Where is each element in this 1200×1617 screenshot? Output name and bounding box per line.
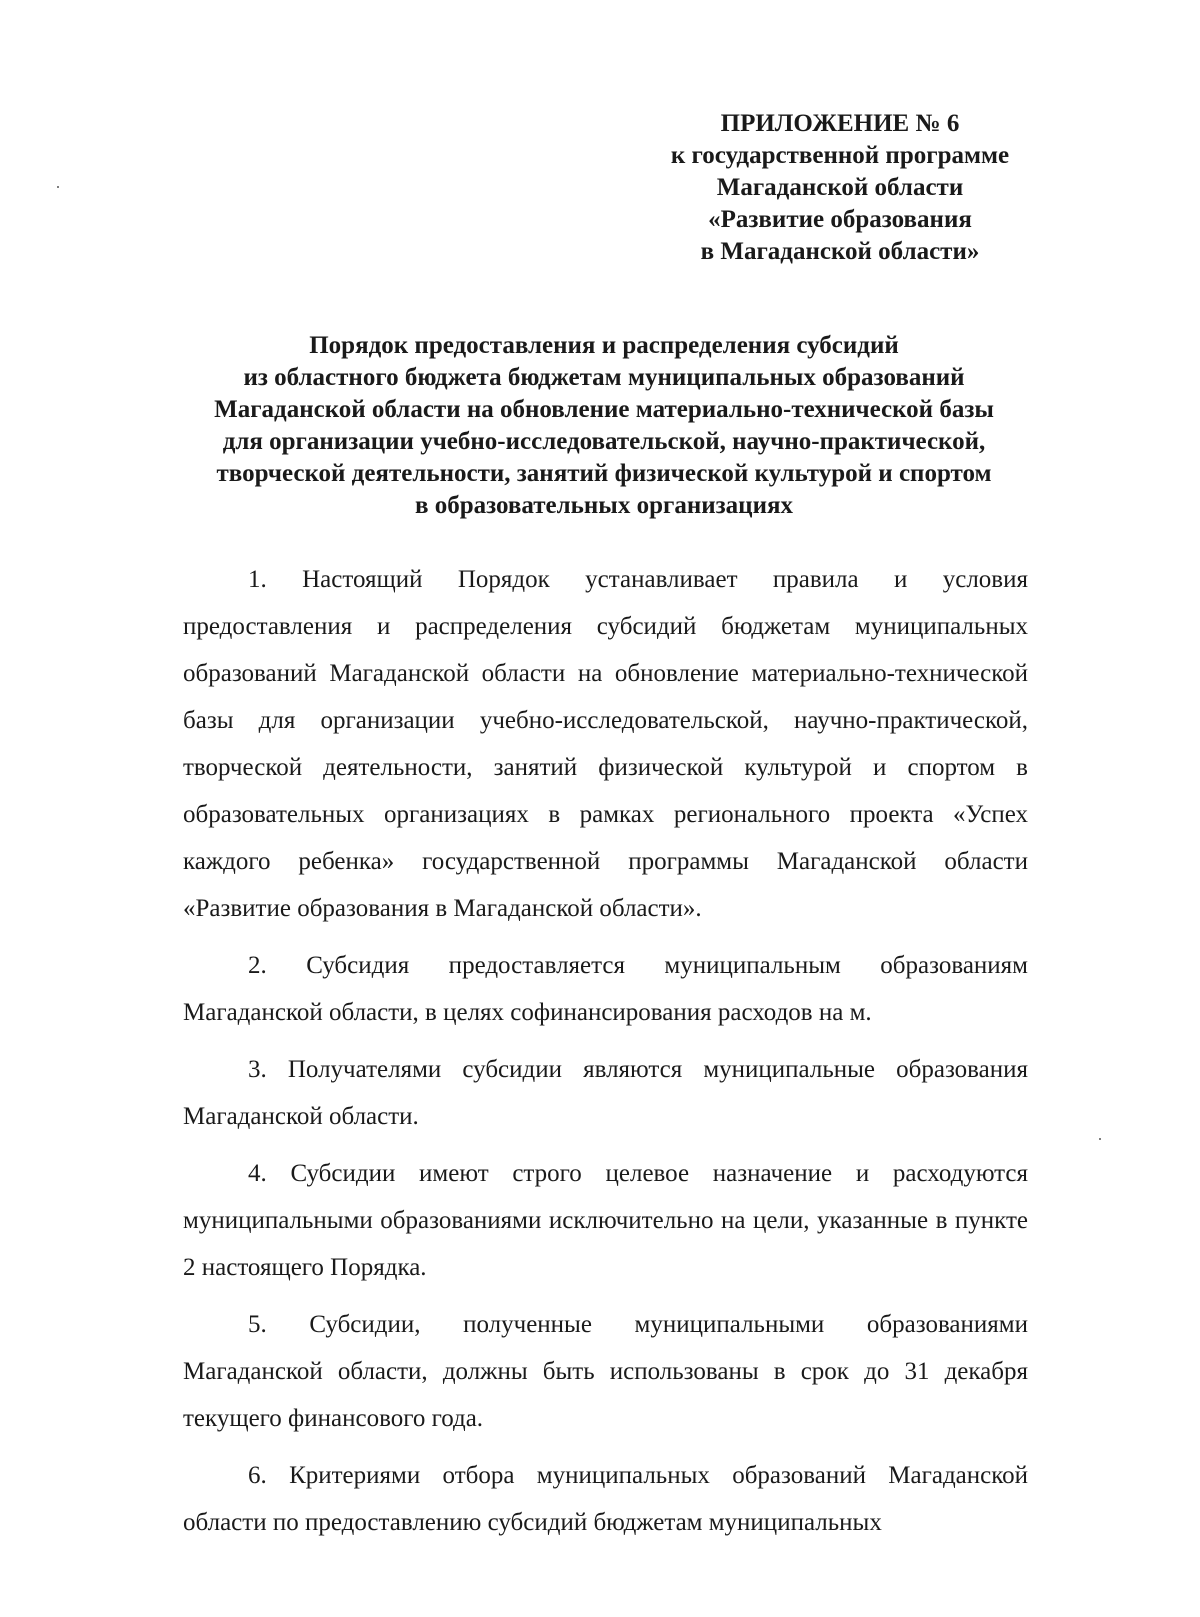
appendix-number: ПРИЛОЖЕНИЕ № 6 [720,110,960,137]
paragraph-5: 5. Субсидии, полученные муниципальными образованиями Магаданской области, должны быть использованы в срок до 31 декабря текущего финансового года. [183,1311,1028,1432]
title-line: из областного бюджета бюджетам муниципальных образований [243,364,965,391]
paragraph-1: 1. Настоящий Порядок устанавливает правила и условия предоставления и распределения субсидий бюджетам муниципальных образований Магаданской области на обновление материально-технической базы для организации учебно-исследовательской, научно-практической, творческой деятельности, занятий физической культурой и спортом в образовательных организациях в рамках регионального проекта «Успех каждого ребенка» государственной программы Магаданской области «Развитие образования в Магаданской области». [183,566,1028,922]
title-line: Порядок предоставления и распределения субсидий [309,332,899,359]
title-line: творческой деятельности, занятий физической культурой и спортом [216,460,992,487]
document-body [183,556,1028,1556]
scan-speck [57,186,59,188]
appendix-line: «Развитие образования [708,206,972,233]
appendix-line: Магаданской области [716,174,964,201]
paragraph-3: 3. Получателями субсидии являются муниципальные образования Магаданской области. [183,1056,1028,1130]
appendix-line: в Магаданской области» [700,238,980,265]
paragraph-2: 2. Субсидия предоставляется муниципальным образованиям Магаданской области, в целях софинансирования расходов на м. [183,952,1028,1026]
appendix-line: к государственной программе [670,142,1010,169]
paragraph-4: 4. Субсидии имеют строго целевое назначение и расходуются муниципальными образованиями исключительно на цели, указанные в пункте 2 настоящего Порядка. [183,1160,1028,1281]
scan-speck [1099,1138,1101,1140]
document-title [150,330,1058,522]
appendix-header [620,108,1060,268]
title-line: в образовательных организациях [414,492,794,519]
title-line: для организации учебно-исследовательской, научно-практической, [222,428,986,455]
paragraph-6: 6. Критериями отбора муниципальных образований Магаданской области по предоставлению субсидий бюджетам муниципальных [183,1462,1028,1536]
title-line: Магаданской области на обновление материально-технической базы [214,396,994,423]
